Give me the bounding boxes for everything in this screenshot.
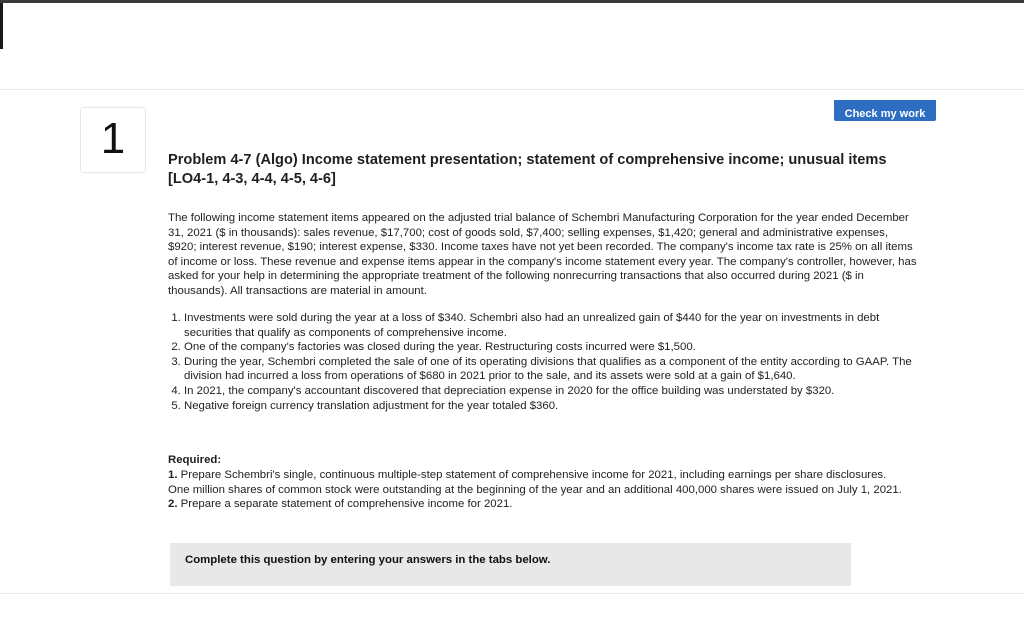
top-border — [0, 0, 1024, 3]
list-item: 5. Negative foreign currency translation adjustment for the year totaled $360. — [184, 399, 920, 414]
window-edge-marker — [0, 3, 3, 49]
header-divider — [0, 89, 1024, 90]
required-section — [168, 453, 908, 512]
required-heading: Required: — [168, 454, 222, 466]
instruction-banner: Complete this question by entering your answers in the tabs below. — [170, 543, 851, 586]
list-item: 2. One of the company's factories was closed during the year. Restructuring costs incurred were $1,500. — [184, 340, 920, 355]
footer-divider — [0, 593, 1024, 594]
transaction-list — [168, 311, 920, 413]
requirement-1-number: 1. — [168, 468, 178, 481]
list-item: 1. Investments were sold during the year at a loss of $340. Schembri also had an unrealized gain of $440 for the year on investments in debt securities that qualify as components of comprehensive income. — [184, 311, 920, 340]
requirement-2 — [168, 497, 908, 512]
problem-intro-paragraph: The following income statement items appeared on the adjusted trial balance of Schembri Manufacturing Corporation for the year ended December 31, 2021 ($ in thousands): sales revenue, $17,700; cost of goods sold, $7,400; selling expenses, $1,420; general and administrative expenses, $920; interest revenue, $190; interest expense, $330. Income taxes have not yet been recorded. The company's income tax rate is 25% on all items of income or loss. These revenue and expense items appear in the company's income statement every year. The company's controller, however, has asked for your help in determining the appropriate treatment of the following nonrecurring transactions that also occurred during 2021 ($ in thousands). All transactions are material in amount. — [168, 212, 917, 297]
requirement-1 — [168, 468, 908, 498]
list-item: 3. During the year, Schembri completed the sale of one of its operating divisions that qualifies as a component of the entity according to GAAP. The division had incurred a loss from operations of $680 in 2021 prior to the sale, and its assets were sold at a gain of $1,640. — [184, 355, 920, 384]
list-item: 4. In 2021, the company's accountant discovered that depreciation expense in 2020 for the office building was understated by $320. — [184, 384, 920, 399]
problem-title: Problem 4-7 (Algo) Income statement presentation; statement of comprehensive income; unusual items [LO4-1, 4-3, 4-4, 4-5, 4-6] — [168, 152, 887, 187]
requirement-2-number: 2. — [168, 498, 178, 511]
requirement-2-text: Prepare a separate statement of comprehensive income for 2021. — [180, 498, 513, 511]
question-number-badge: 1 — [80, 107, 146, 173]
requirement-1-text: Prepare Schembri's single, continuous multiple-step statement of comprehensive income for 2021, including earnings per share disclosures. One million shares of common stock were outstanding at the beginning of the year and an additional 400,000 shares were issued on July 1, 2021. — [168, 468, 902, 496]
check-my-work-button[interactable]: Check my work — [834, 100, 936, 121]
